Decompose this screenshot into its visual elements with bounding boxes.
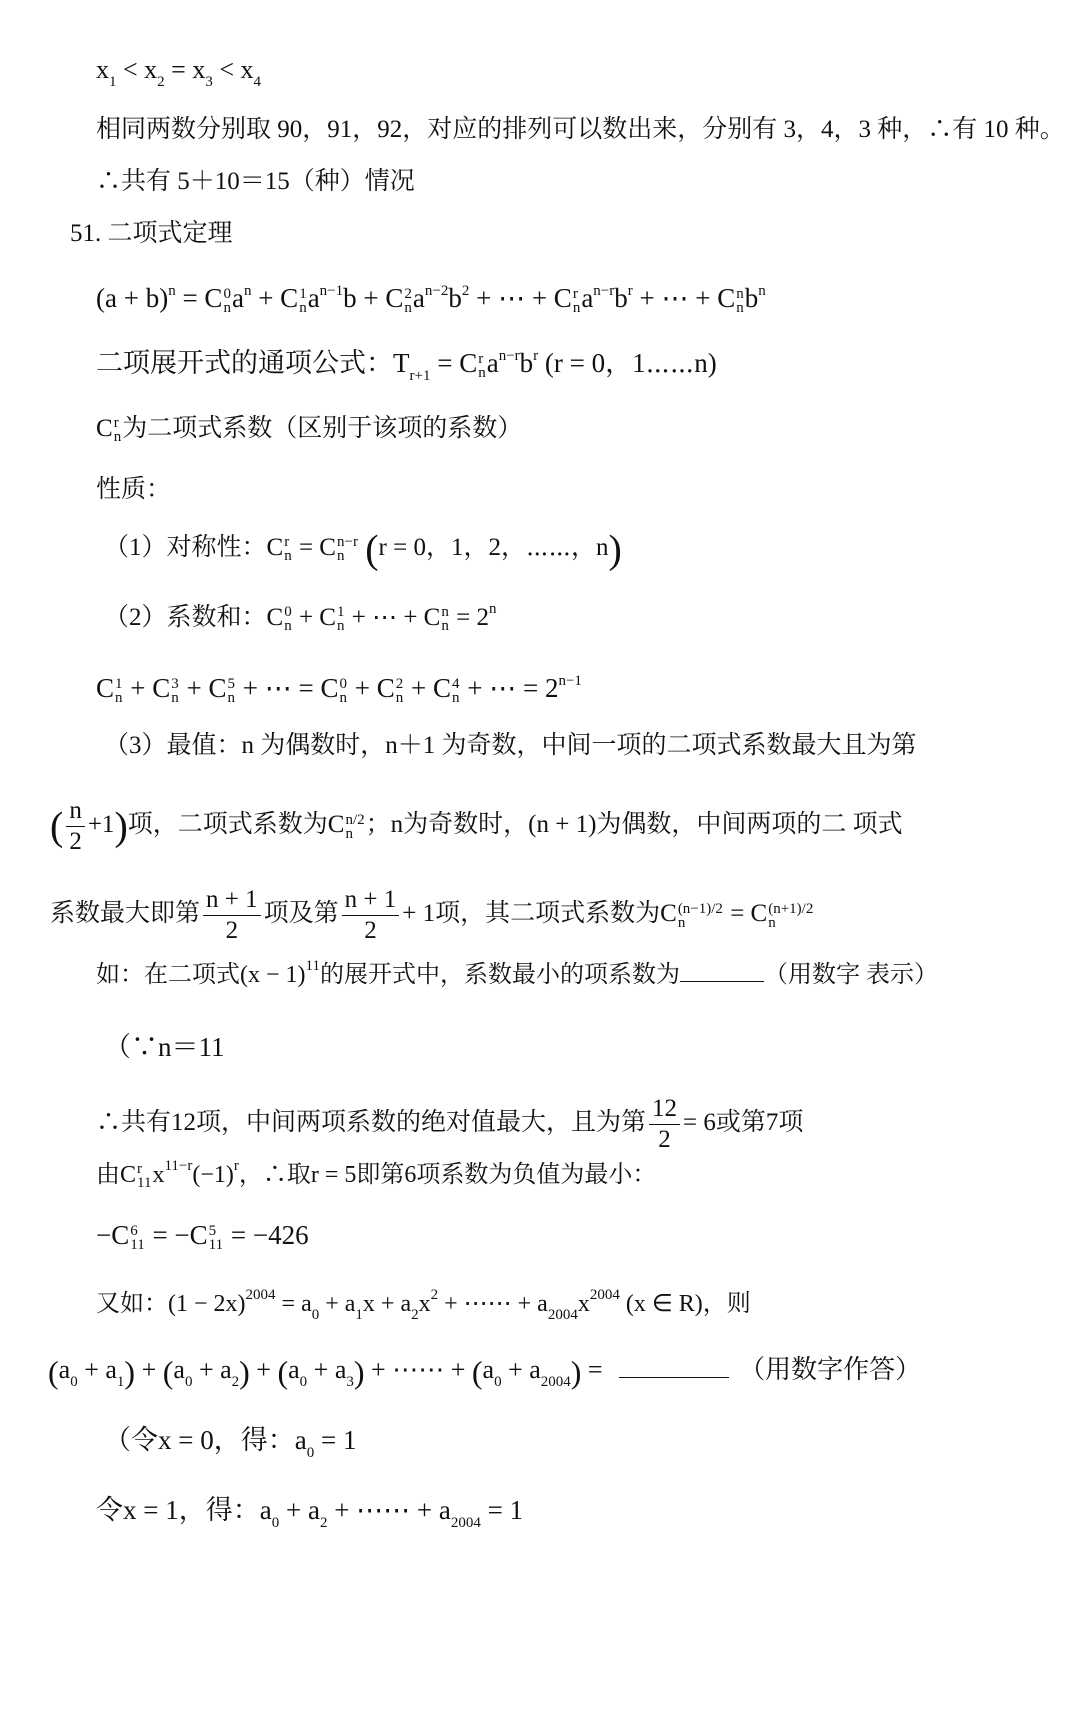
solution-line: ∴共有12项，中间两项系数的绝对值最大，且为第 $\frac{12}{2}$ = 6或第7项 — [96, 1095, 804, 1153]
general-term-formula: 二项展开式的通项公式：$T_{r+1} = C$ r n $a^{n-r}b^r$ (r = 0，1⋯⋯n) — [96, 348, 717, 384]
coefficient-description: C r n 为二项式系数（区别于该项的系数） — [96, 415, 523, 446]
text-line: 相同两数分别取 90，91，92，对应的排列可以数出来，分别有 3，4，3 种，∴有 10 种。 — [96, 116, 1065, 143]
inequality-line: $x_1 < x_2 = x_3 < x_4$ — [96, 55, 262, 90]
solution-line: 令x = 1，得：$a_0 + a_2$ + ⋯⋯ + $a_{2004} = 1$ — [96, 1495, 524, 1531]
example-question-2-expression: $(a_0 + a_1) + (a_0 + a_2) + (a_0 + a_3)$ + ⋯⋯ + $(a_0 + a_{2004})$ = （用数字作答） — [48, 1354, 922, 1391]
solution-line: （令x = 0，得：$a_0 = 1$ — [104, 1425, 357, 1461]
odd-even-sum-formula: C 1 n + C 3 n + C 5 n + ⋯ = C 0 n + C 2 n + C 4 n + ⋯ = $2^{n-1}$ — [96, 673, 582, 706]
answer-blank — [619, 1353, 729, 1378]
extreme-property: （3）最值：n 为偶数时，n＋1 为奇数，中间一项的二项式系数最大且为第 — [104, 732, 917, 759]
solution-result: −C 6 11 = −C 5 11 = −426 — [96, 1220, 309, 1253]
symmetry-property: （1）对称性：C r n = C n−r n (r = 0，1，2，⋯⋯，n) — [104, 526, 622, 572]
example-question-1: 如：在二项式$(x - 1)^{11}$的展开式中，系数最小的项系数为 （用数字 表示） — [96, 958, 938, 988]
section-heading: 51. 二项式定理 — [70, 220, 233, 247]
sum-property: （2）系数和：C 0 n + C 1 n + ⋯ + C n n = $2^n$ — [104, 601, 497, 635]
answer-blank — [680, 957, 764, 982]
example-question-2: 又如：$(1 - 2x)^{2004} = a_0 + a_1x + a_2x^2$ + ⋯⋯ + $a_{2004}x^{2004}$ (x ∈ R)，则 — [96, 1287, 751, 1323]
solution-line: 由C r 11 $x^{11-r}(-1)^r$，∴取r = 5即第6项系数为负值为最小： — [96, 1158, 657, 1192]
properties-label: 性质： — [96, 476, 172, 503]
extreme-continuation: ( $\frac{n}{2}$ +1)项，二项式系数为C n/2 n ；n为奇数时，(n + 1)为偶数，中间两项的二 项式 — [50, 797, 903, 855]
text-line: ∴共有 5＋10＝15（种）情况 — [96, 168, 415, 195]
binomial-theorem-formula: $(a + b)^n = C$ 0 n $a^n + C$ 1 n $a^{n-1}b + C$ 2 n $a^{n-2}b^2$ + ⋯ + C r n $a^{n-r}b^r$ + ⋯ + C n n $b^n$ — [96, 283, 766, 316]
solution-line: （∵n＝11 — [104, 1032, 225, 1062]
extreme-odd-case: 系数最大即第 $\frac{n + 1}{2}$ 项及第 $\frac{n + 1}{2}$ + 1项，其二项式系数为C (n−1)/2 n = C (n+1)/2 n — [50, 886, 814, 944]
